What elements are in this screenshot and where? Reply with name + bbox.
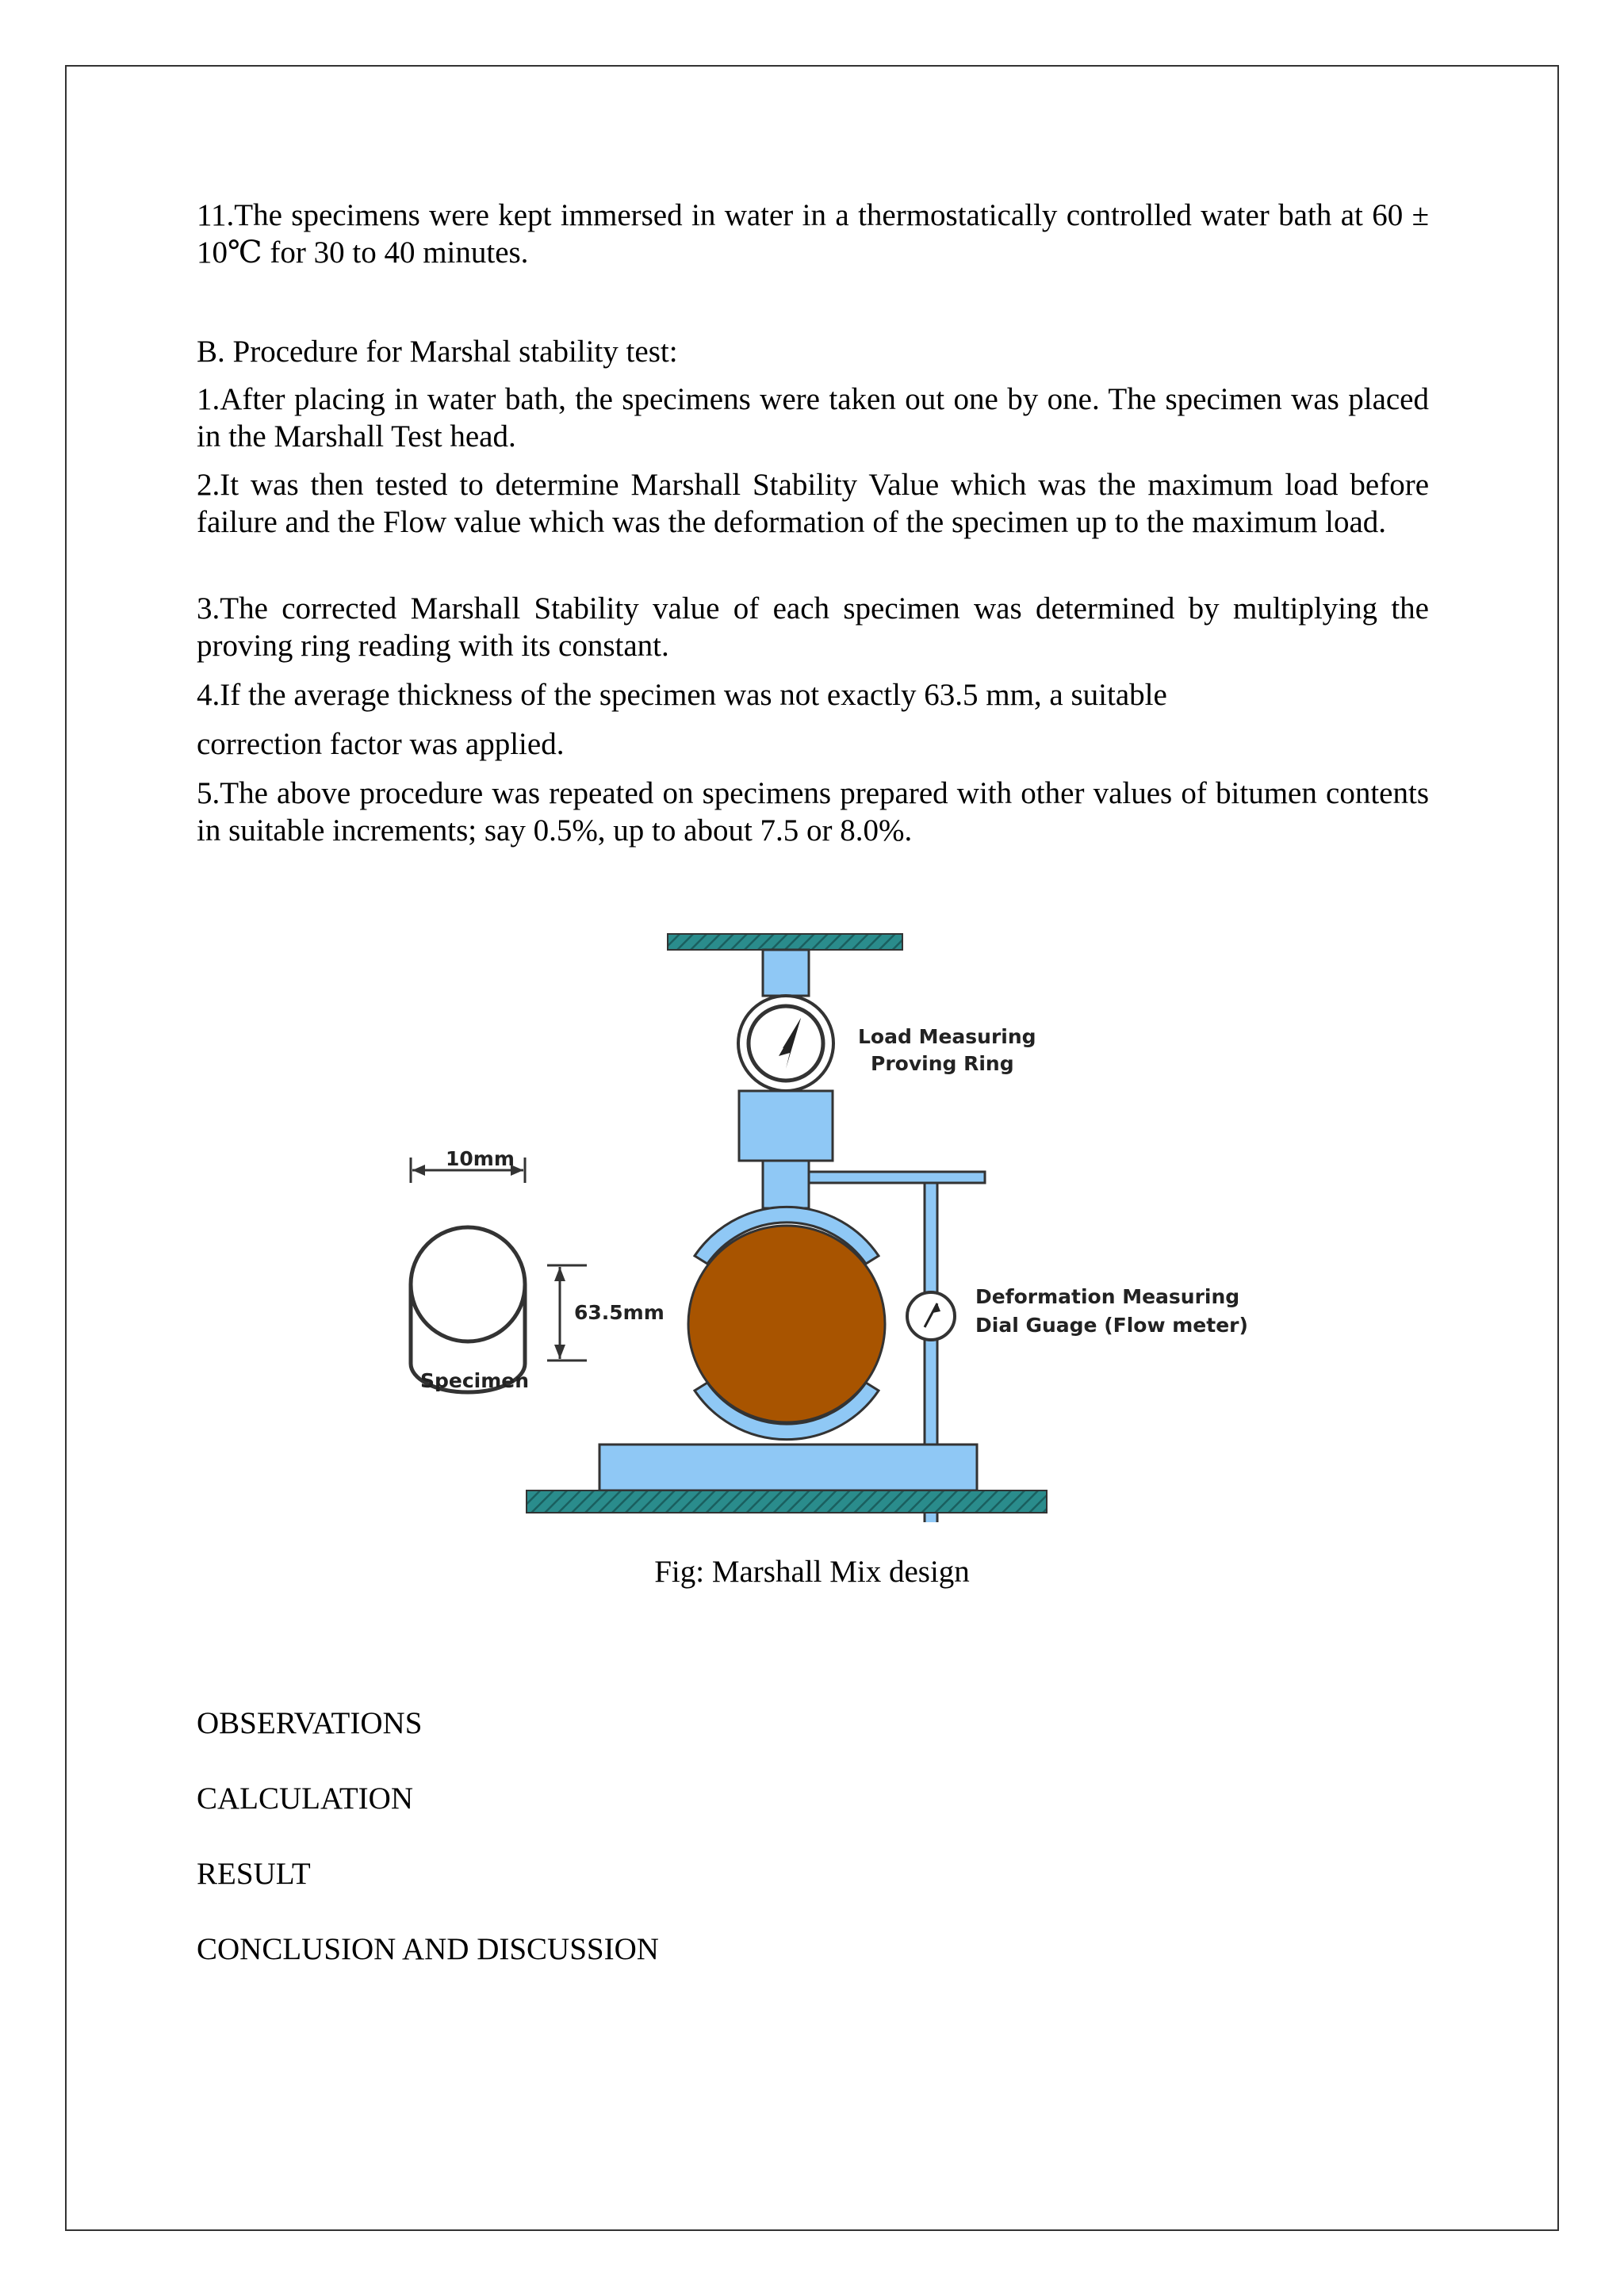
procedure-b-step-5: 5.The above procedure was repeated on specimens prepared with other values of bitumen contents in suitable increments; say 0.5%, up to about 7.5 or 8.0%. xyxy=(197,776,1429,848)
label-specimen: Specimen xyxy=(420,1369,530,1392)
procedure-b-heading: B. Procedure for Marshal stability test: xyxy=(197,335,678,369)
label-height: 63.5mm xyxy=(574,1301,665,1324)
upper-shaft xyxy=(763,950,809,996)
section-observations: OBSERVATIONS xyxy=(197,1706,423,1740)
marshall-apparatus-figure xyxy=(396,920,1269,1522)
procedure-b-step-4: 4.If the average thickness of the specimen was not exactly 63.5 mm, a suitable xyxy=(197,678,1167,712)
procedure-step-11: 11.The specimens were kept immersed in water in a thermostatically controlled water bath at 60 ± 10℃ for 30 to 40 minutes. xyxy=(197,198,1429,270)
label-load-line2: Proving Ring xyxy=(871,1052,1014,1075)
figure-caption: Fig: Marshall Mix design xyxy=(654,1555,970,1589)
proving-ring-dial-icon xyxy=(738,996,833,1091)
section-calculation: CALCULATION xyxy=(197,1781,413,1816)
specimen-cylinder-icon xyxy=(411,1227,525,1392)
label-deform-line2: Dial Guage (Flow meter) xyxy=(975,1314,1248,1337)
label-deform-line1: Deformation Measuring xyxy=(975,1285,1240,1308)
gauge-arm xyxy=(809,1172,985,1183)
base-plate xyxy=(599,1445,977,1490)
top-support-hatch xyxy=(668,934,902,950)
lower-shaft xyxy=(763,1161,809,1208)
label-load-line1: Load Measuring xyxy=(858,1025,1036,1048)
procedure-b-step-1: 1.After placing in water bath, the specimens were taken out one by one. The specimen was placed in the Marshall Test head. xyxy=(197,382,1429,453)
bottom-support-hatch xyxy=(527,1490,1047,1513)
load-block xyxy=(739,1091,833,1161)
label-width: 10mm xyxy=(446,1147,515,1170)
section-conclusion: CONCLUSION AND DISCUSSION xyxy=(197,1932,659,1966)
procedure-b-step-4-continued: correction factor was applied. xyxy=(197,727,565,761)
specimen-sample xyxy=(688,1226,885,1422)
dial-gauge-icon xyxy=(907,1292,955,1340)
procedure-b-step-2: 2.It was then tested to determine Marshall Stability Value which was the maximum load before failure and the Flow value which was the deformation of the specimen up to the maximum load. xyxy=(197,468,1429,539)
procedure-b-step-3: 3.The corrected Marshall Stability value of each specimen was determined by multiplying the proving ring reading with its constant. xyxy=(197,591,1429,663)
section-result: RESULT xyxy=(197,1857,311,1891)
